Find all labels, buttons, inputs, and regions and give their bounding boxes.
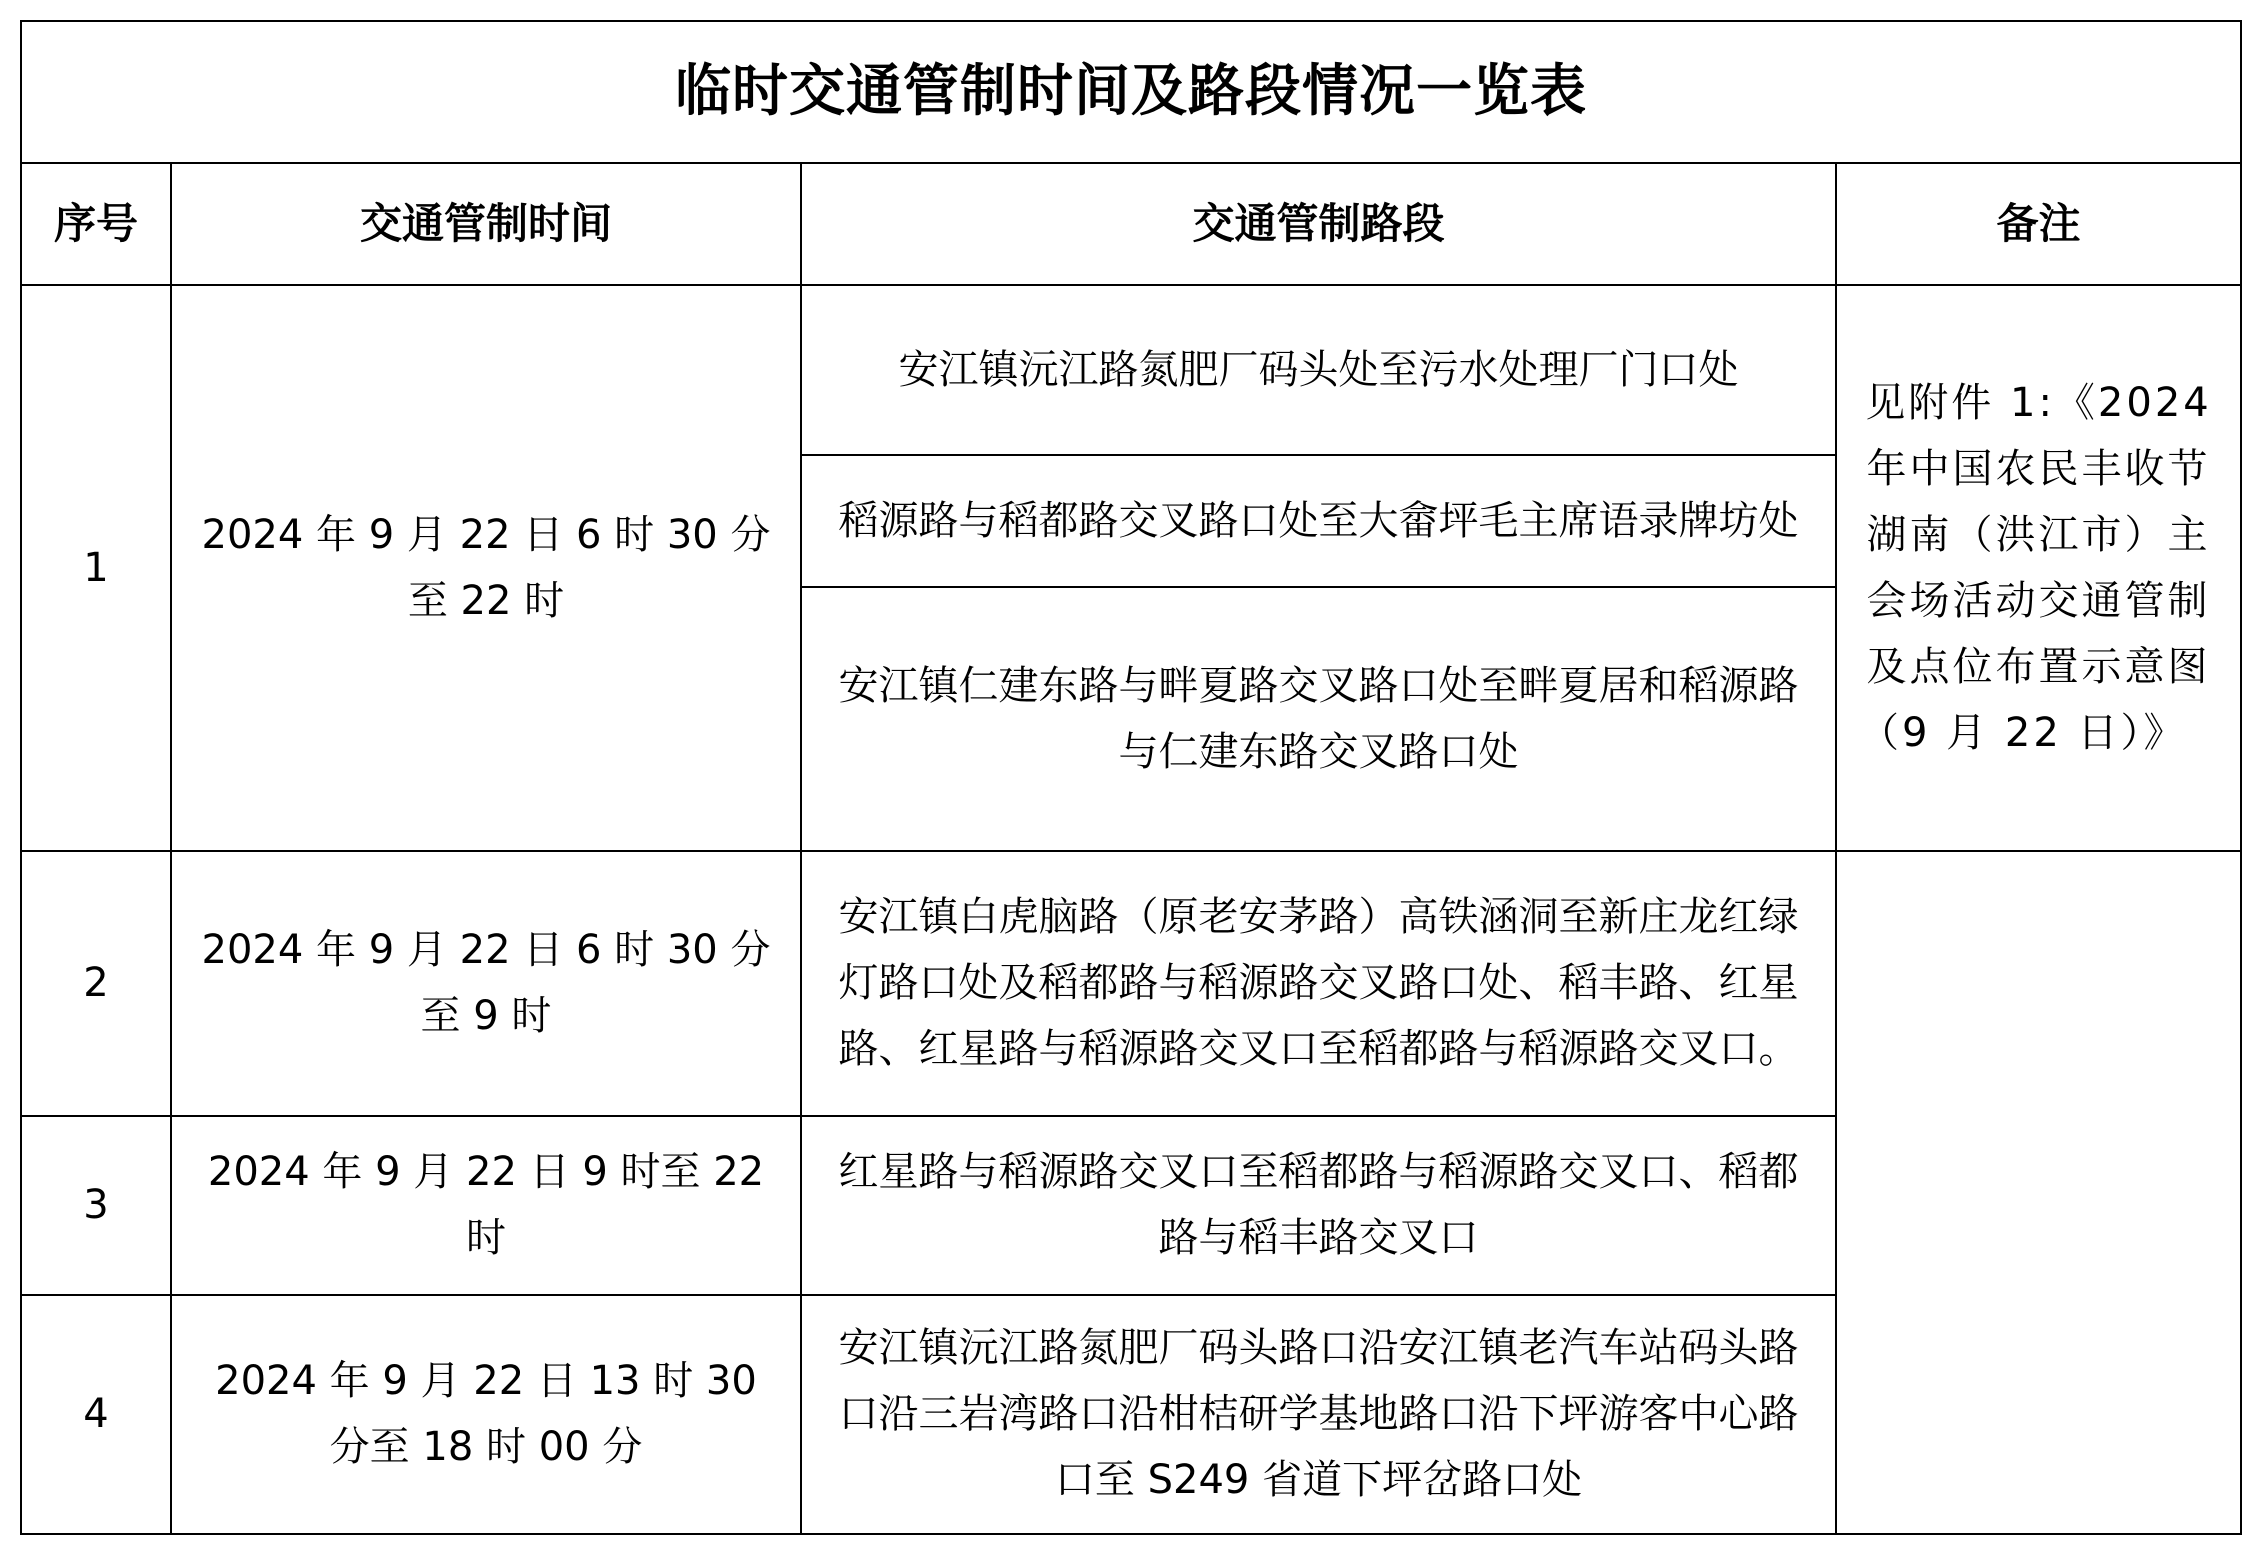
row-section: 稻源路与稻都路交叉路口处至大畲坪毛主席语录牌坊处 xyxy=(801,455,1836,587)
header-note: 备注 xyxy=(1836,163,2241,285)
row-section: 安江镇沅江路氮肥厂码头路口沿安江镇老汽车站码头路口沿三岩湾路口沿柑桔研学基地路口沿下坪游客中心路口至 S249 省道下坪岔路口处 xyxy=(801,1295,1836,1534)
header-seq: 序号 xyxy=(21,163,171,285)
header-section: 交通管制路段 xyxy=(801,163,1836,285)
row-seq: 4 xyxy=(21,1295,171,1534)
row-seq: 3 xyxy=(21,1116,171,1294)
row-time: 2024 年 9 月 22 日 6 时 30 分至 9 时 xyxy=(171,851,801,1117)
row-time: 2024 年 9 月 22 日 13 时 30 分至 18 时 00 分 xyxy=(171,1295,801,1534)
row-time: 2024 年 9 月 22 日 9 时至 22 时 xyxy=(171,1116,801,1294)
row-section: 红星路与稻源路交叉口至稻都路与稻源路交叉口、稻都路与稻丰路交叉口 xyxy=(801,1116,1836,1294)
row-seq: 1 xyxy=(21,285,171,851)
row-section: 安江镇仁建东路与畔夏路交叉路口处至畔夏居和稻源路与仁建东路交叉路口处 xyxy=(801,587,1836,851)
row-seq: 2 xyxy=(21,851,171,1117)
header-time: 交通管制时间 xyxy=(171,163,801,285)
traffic-control-table xyxy=(20,20,2242,1535)
table-row xyxy=(21,851,2241,1117)
row-note-empty xyxy=(1836,851,2241,1535)
row-note: 见附件 1:《2024 年中国农民丰收节湖南（洪江市）主会场活动交通管制及点位布置示意图（9 月 22 日）》 xyxy=(1836,285,2241,851)
table-row xyxy=(21,285,2241,455)
row-section: 安江镇白虎脑路（原老安茅路）高铁涵洞至新庄龙红绿灯路口处及稻都路与稻源路交叉路口处、稻丰路、红星路、红星路与稻源路交叉口至稻都路与稻源路交叉口。 xyxy=(801,851,1836,1117)
table-title: 临时交通管制时间及路段情况一览表 xyxy=(21,21,2241,163)
row-time: 2024 年 9 月 22 日 6 时 30 分至 22 时 xyxy=(171,285,801,851)
row-section: 安江镇沅江路氮肥厂码头处至污水处理厂门口处 xyxy=(801,285,1836,455)
